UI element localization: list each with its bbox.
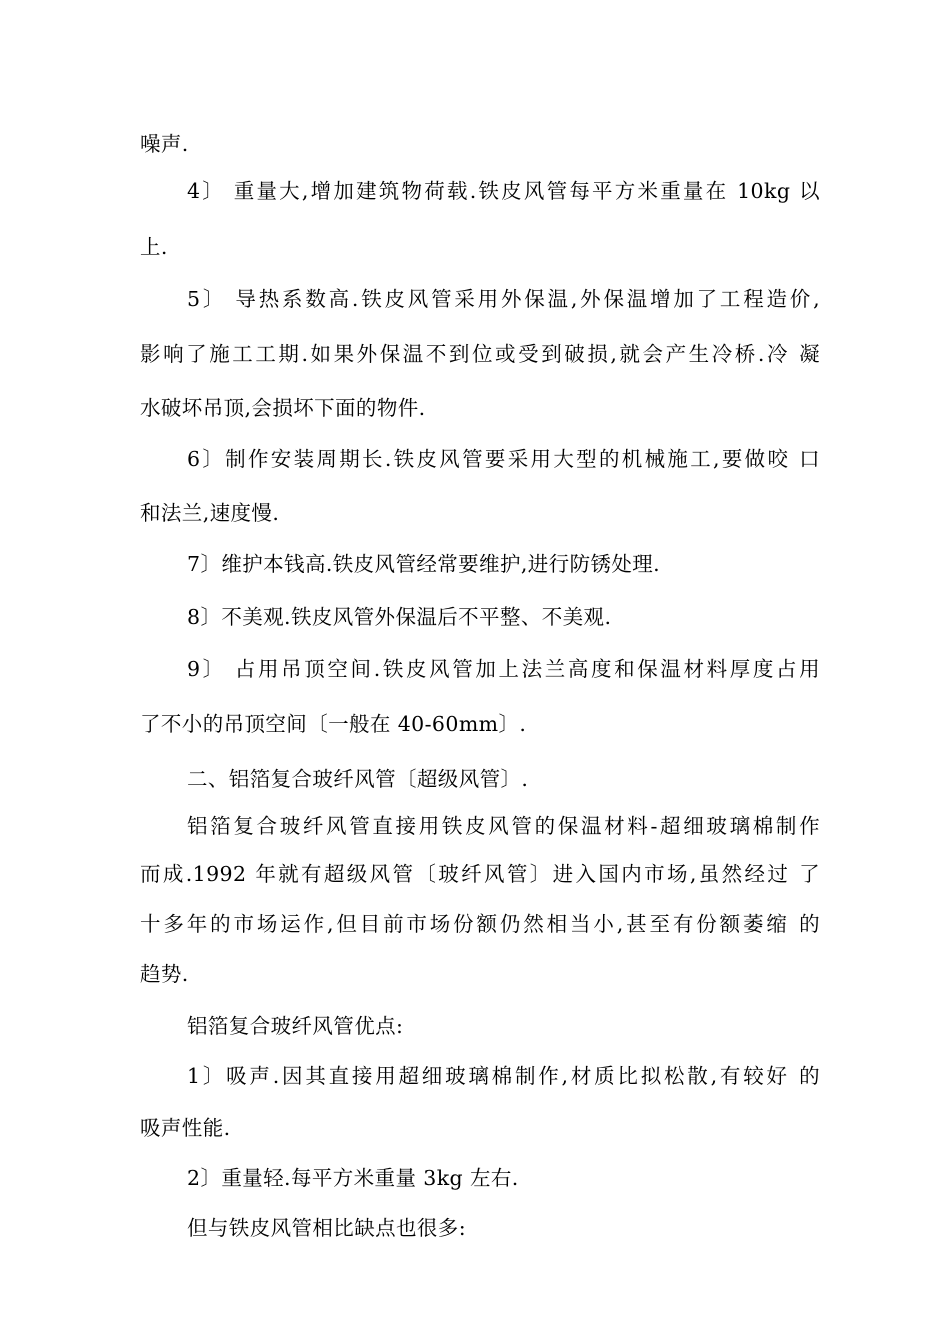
text-line: 但与铁皮风管相比缺点也很多: bbox=[187, 1216, 467, 1240]
text-line: 噪声. bbox=[140, 132, 189, 156]
text-line: 和法兰,速度慢. bbox=[140, 501, 280, 525]
text-line: 十多年的市场运作,但目前市场份额仍然相当小,甚至有份额萎缩 的 bbox=[140, 912, 820, 936]
text-line: 铝箔复合玻纤风管直接用铁皮风管的保温材料-超细玻璃棉制作 bbox=[187, 814, 820, 838]
text-line: 1〕吸声.因其直接用超细玻璃棉制作,材质比拟松散,有较好 的 bbox=[187, 1064, 820, 1088]
text-line: 6〕制作安装周期长.铁皮风管要采用大型的机械施工,要做咬 口 bbox=[187, 447, 820, 471]
text-line: 8〕不美观.铁皮风管外保温后不平整、不美观. bbox=[187, 605, 612, 629]
text-line: 而成.1992 年就有超级风管〔玻纤风管〕进入国内市场,虽然经过 了 bbox=[140, 862, 820, 886]
text-line: 7〕维护本钱高.铁皮风管经常要维护,进行防锈处理. bbox=[187, 552, 661, 576]
section-heading: 二、铝箔复合玻纤风管〔超级风管〕. bbox=[187, 767, 529, 791]
text-line: 4〕 重量大,增加建筑物荷载.铁皮风管每平方米重量在 10kg 以 bbox=[187, 179, 820, 203]
text-line: 5〕 导热系数高.铁皮风管采用外保温,外保温增加了工程造价, bbox=[187, 287, 820, 311]
text-line: 影响了施工工期.如果外保温不到位或受到破损,就会产生冷桥.冷 凝 bbox=[140, 342, 820, 366]
text-line: 铝箔复合玻纤风管优点: bbox=[187, 1014, 404, 1038]
text-line: 2〕重量轻.每平方米重量 3kg 左右. bbox=[187, 1166, 519, 1190]
text-line: 水破坏吊顶,会损坏下面的物件. bbox=[140, 396, 426, 420]
text-line: 吸声性能. bbox=[140, 1116, 231, 1140]
text-line: 了不小的吊顶空间〔一般在 40-60mm〕. bbox=[140, 712, 527, 736]
text-line: 趋势. bbox=[140, 962, 189, 986]
text-line: 9〕 占用吊顶空间.铁皮风管加上法兰高度和保温材料厚度占用 bbox=[187, 657, 820, 681]
text-line: 上. bbox=[140, 235, 168, 259]
